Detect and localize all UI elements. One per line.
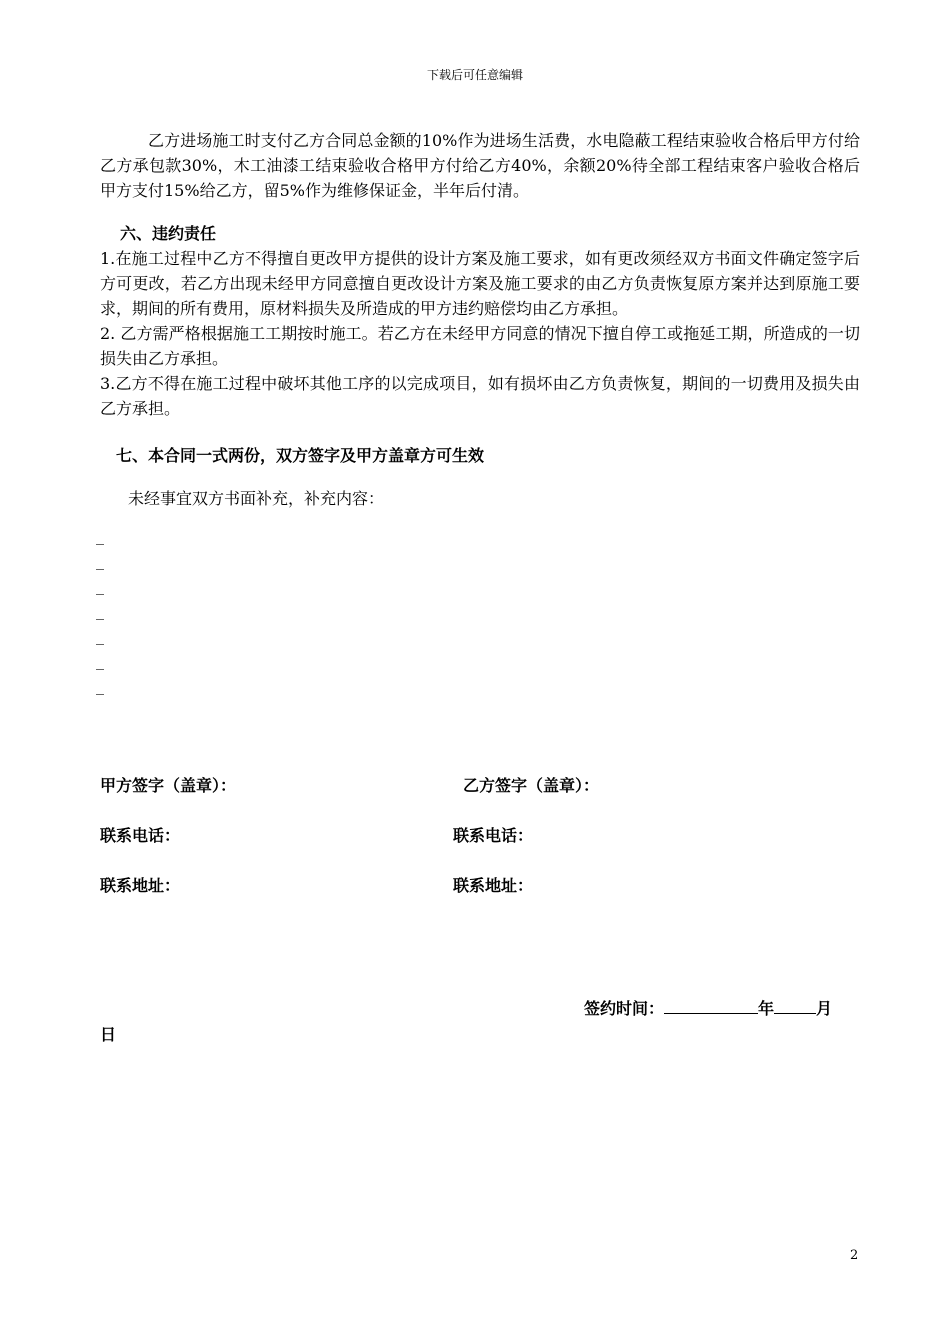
supplement-line: _ bbox=[96, 676, 104, 695]
supplement-line: _ bbox=[96, 601, 104, 620]
section-6-item-1: 1.在施工过程中乙方不得擅自更改甲方提供的设计方案及施工要求，如有更改须经双方书面文件确定签字后方可更改，若乙方出现未经甲方同意擅自更改设计方案及施工要求的由乙方负责恢复原方案并达到原施工要求，期间的所有费用，原材料损失及所造成的甲方违约赔偿均由乙方承担。 bbox=[100, 249, 860, 318]
document-body bbox=[96, 128, 860, 698]
supplement-lines bbox=[96, 523, 860, 698]
day-label: 日 bbox=[100, 1025, 117, 1044]
section-7-title: 七、本合同一式两份，双方签字及甲方盖章方可生效 bbox=[116, 446, 485, 465]
month-label: 月 bbox=[816, 999, 833, 1018]
party-b-address-label: 联系地址： bbox=[453, 876, 534, 895]
payment-paragraph: 乙方进场施工时支付乙方合同总金额的10%作为进场生活费，水电隐蔽工程结束验收合格后甲方付给乙方承包款30%，木工油漆工结束验收合格甲方付给乙方40%，余额20%待全部工程结束客户验收合格后甲方支付15%给乙方，留5%作为维修保证金，半年后付清。 bbox=[100, 131, 860, 200]
section-6-item-2: 2. 乙方需严格根据施工工期按时施工。若乙方在未经甲方同意的情况下擅自停工或拖延工期，所造成的一切损失由乙方承担。 bbox=[100, 324, 860, 368]
page-header: 下载后可任意编辑 bbox=[426, 68, 523, 82]
supplement-line: _ bbox=[96, 651, 104, 670]
supplement-line: _ bbox=[96, 551, 104, 570]
party-a-phone-label: 联系电话： bbox=[100, 826, 181, 845]
year-blank bbox=[664, 997, 758, 1014]
supplement-line: _ bbox=[96, 626, 104, 645]
party-a-signature-label: 甲方签字（盖章）： bbox=[100, 776, 237, 795]
year-label: 年 bbox=[758, 999, 775, 1018]
page-number: 2 bbox=[850, 1248, 859, 1263]
supplement-line: _ bbox=[96, 526, 104, 545]
supplement-label: 未经事宜双方书面补充，补充内容： bbox=[128, 489, 385, 508]
signing-date bbox=[584, 996, 832, 1019]
party-a-address-label: 联系地址： bbox=[100, 876, 181, 895]
month-blank bbox=[774, 997, 816, 1014]
party-b-signature-label: 乙方签字（盖章）： bbox=[463, 776, 600, 795]
party-b-phone-label: 联系电话： bbox=[453, 826, 534, 845]
section-6-item-3: 3.乙方不得在施工过程中破坏其他工序的以完成项目，如有损坏由乙方负责恢复，期间的一切费用及损失由乙方承担。 bbox=[100, 374, 860, 418]
signing-date-label: 签约时间： bbox=[584, 999, 665, 1018]
section-6-title: 六、违约责任 bbox=[120, 224, 217, 243]
supplement-line: _ bbox=[96, 576, 104, 595]
